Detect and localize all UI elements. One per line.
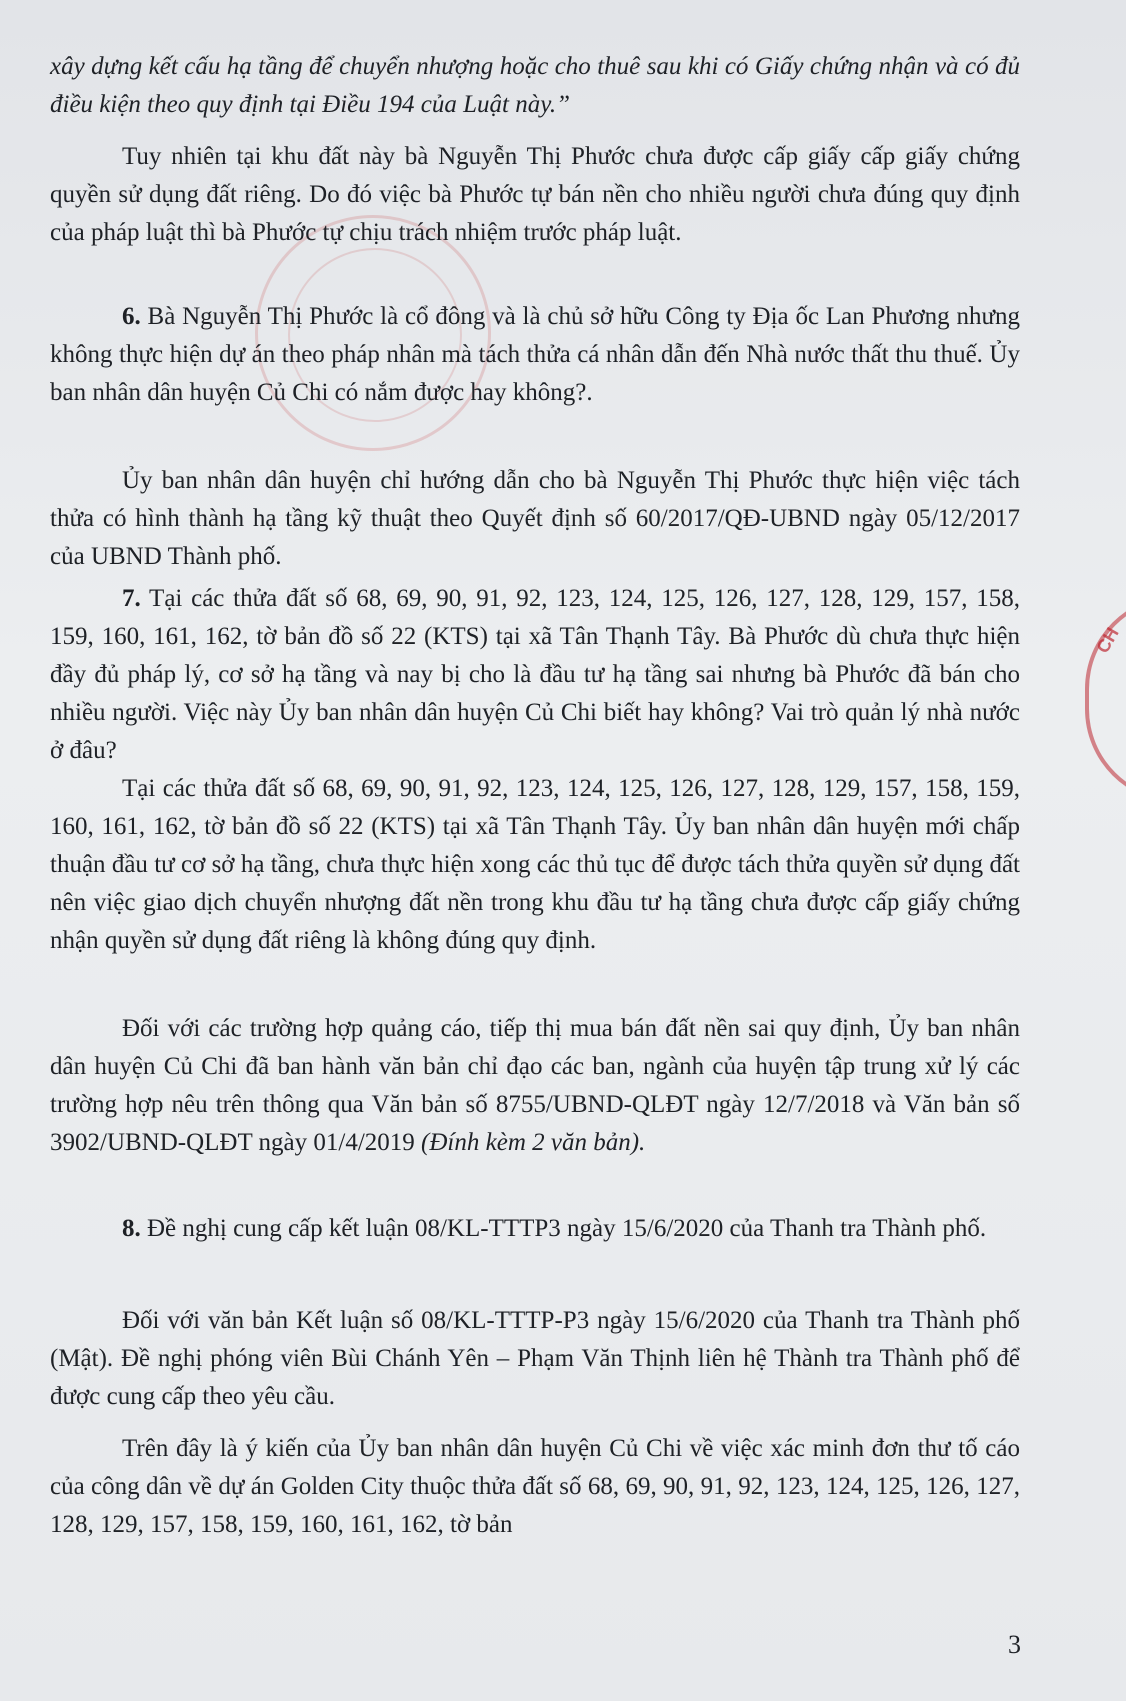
question-7-number: 7. (122, 585, 141, 612)
paragraph-quote-end (50, 48, 1020, 124)
paragraph-answer-8 (50, 1302, 1020, 1416)
paragraph-answer-5 (50, 138, 1020, 252)
advertising-note-body: Đối với các trường hợp quảng cáo, tiếp thị mua bán đất nền sai quy định, Ủy ban nhân dân huyện Củ Chi đã ban hành văn bản chỉ đạo các ban, ngành của huyện tập trung xử lý các trường hợp nêu trên thông qua Văn bản số 8755/UBND-QLĐT ngày 12/7/2018 và Văn bản số 3902/UBND-QLĐT ngày 01/4/2019 (50, 1015, 1020, 1156)
question-6-body: Bà Nguyễn Thị Phước là cổ đông và là chủ sở hữu Công ty Địa ốc Lan Phương nhưng không thực hiện dự án theo pháp nhân mà tách thửa cá nhân dẫn đến Nhà nước thất thu thuế. Ủy ban nhân dân huyện Củ Chi có nắm được hay không?. (50, 303, 1021, 406)
question-6-text (50, 298, 1020, 412)
question-7-body: Tại các thửa đất số 68, 69, 90, 91, 92, 123, 124, 125, 126, 127, 128, 129, 157, 158, 159, 160, 161, 162, tờ bản đồ số 22 (KTS) tại xã Tân Thạnh Tây. Bà Phước dù chưa thực hiện đầy đủ pháp lý, cơ sở hạ tầng và nay bị cho là đầu tư hạ tầng sai nhưng bà Phước đã bán cho nhiều người. Việc này Ủy ban nhân dân huyện Củ Chi biết hay không? Vai trò quản lý nhà nước ở đâu? (50, 585, 1020, 764)
paragraph-question-6 (50, 298, 1020, 412)
advertising-note-text (50, 1010, 1020, 1162)
question-8-number: 8. (122, 1215, 141, 1242)
conclusion-text: Trên đây là ý kiến của Ủy ban nhân dân huyện Củ Chi về việc xác minh đơn thư tố cáo của công dân về dự án Golden City thuộc thửa đất số 68, 69, 90, 91, 92, 123, 124, 125, 126, 127, 128, 129, 157, 158, 159, 160, 161, 162, tờ bản (50, 1435, 1020, 1538)
answer-6-text: Ủy ban nhân dân huyện chỉ hướng dẫn cho bà Nguyễn Thị Phước thực hiện việc tách thửa có hình thành hạ tầng kỹ thuật theo Quyết định số 60/2017/QĐ-UBND ngày 05/12/2017 của UBND Thành phố. (50, 467, 1020, 570)
paragraph-answer-6 (50, 462, 1020, 576)
question-6-number: 6. (122, 303, 141, 330)
attachment-note: (Đính kèm 2 văn bản). (421, 1129, 646, 1156)
paragraph-question-7 (50, 580, 1020, 770)
page-number: 3 (1008, 1630, 1021, 1659)
paragraph-answer-7 (50, 770, 1020, 960)
question-8-body: Đề nghị cung cấp kết luận 08/KL-TTTP3 ngày 15/6/2020 của Thanh tra Thành phố. (147, 1215, 987, 1242)
red-seal-text: CH (1092, 623, 1123, 657)
paragraph-question-8 (50, 1210, 1020, 1248)
question-7-text (50, 580, 1020, 770)
answer-8-text: Đối với văn bản Kết luận số 08/KL-TTTP-P3 ngày 15/6/2020 của Thanh tra Thành phố (Mật). Đề nghị phóng viên Bùi Chánh Yên – Phạm Văn Thịnh liên hệ Thành tra Thành phố để được cung cấp theo yêu cầu. (50, 1307, 1020, 1410)
question-8-text (50, 1210, 1020, 1248)
quote-text: xây dựng kết cấu hạ tầng để chuyển nhượng hoặc cho thuê sau khi có Giấy chứng nhận và có đủ điều kiện theo quy định tại Điều 194 của Luật này.” (50, 53, 1020, 118)
paragraph-conclusion (50, 1430, 1020, 1544)
answer-5-text: Tuy nhiên tại khu đất này bà Nguyễn Thị Phước chưa được cấp giấy cấp giấy chứng quyền sử dụng đất riêng. Do đó việc bà Phước tự bán nền cho nhiều người chưa đúng quy định của pháp luật thì bà Phước tự chịu trách nhiệm trước pháp luật. (50, 143, 1020, 246)
answer-7-text: Tại các thửa đất số 68, 69, 90, 91, 92, 123, 124, 125, 126, 127, 128, 129, 157, 158, 159, 160, 161, 162, tờ bản đồ số 22 (KTS) tại xã Tân Thạnh Tây. Ủy ban nhân dân huyện mới chấp thuận đầu tư cơ sở hạ tầng, chưa thực hiện xong các thủ tục để được tách thửa quyền sử dụng đất nên việc giao dịch chuyển nhượng đất nền trong khu đầu tư hạ tầng chưa được cấp giấy chứng nhận quyền sử dụng đất riêng là không đúng quy định. (50, 775, 1020, 954)
paragraph-advertising-note (50, 1010, 1020, 1162)
